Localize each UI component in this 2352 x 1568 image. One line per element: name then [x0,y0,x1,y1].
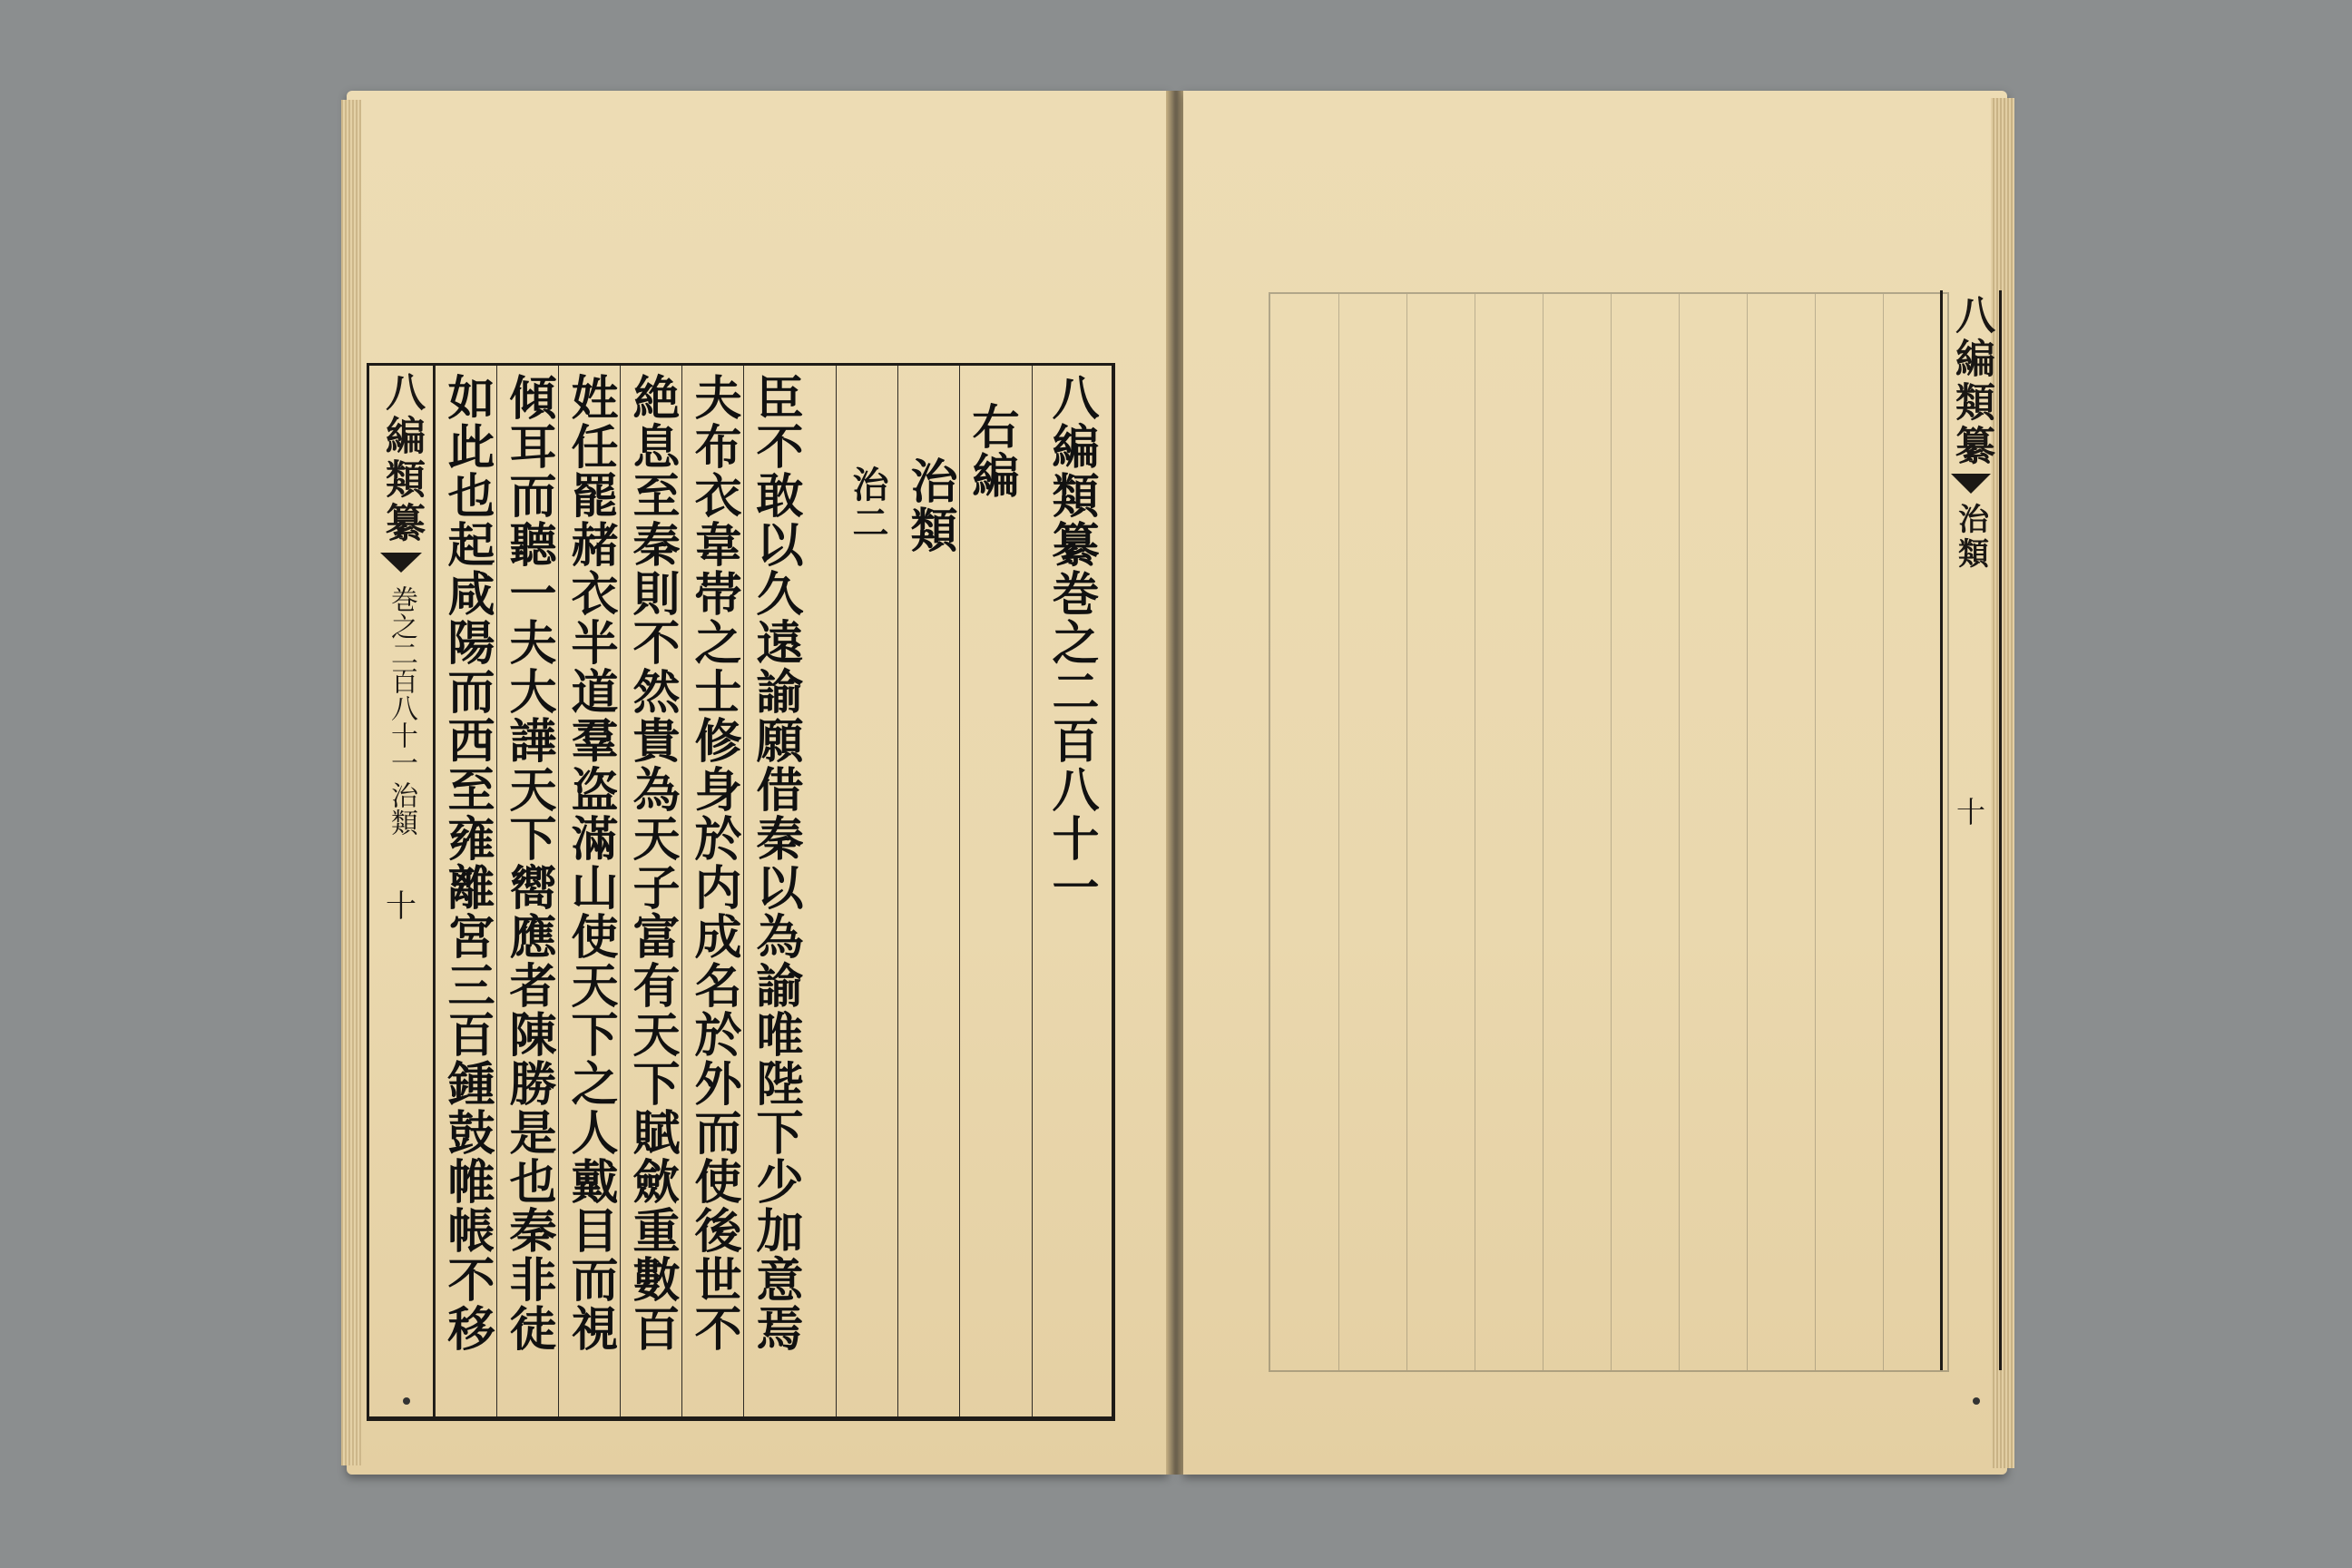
banxin-leaf-number: 十 [386,888,416,925]
left-page-edges [341,100,361,1465]
banxin-left [369,366,435,1416]
banxin-title: 八編類纂 [1948,294,1994,468]
ink-dot [1973,1397,1980,1405]
volume-title-column: 八編類纂巻之二百八十一 [1032,366,1109,1416]
fish-tail-mark [380,553,422,573]
fish-tail-mark [1951,474,1991,494]
banxin-section: 治類 [386,781,417,836]
banxin-title: 八編類纂 [378,371,425,545]
text-column: 夫布衣韋帯之士修身於内成名於外而使後世不 [681,366,744,1416]
ink-dot [403,1397,410,1405]
part-heading: 右編 [959,366,1022,1416]
subsection-heading: 治二 [836,366,898,1416]
text-column: 臣不敢以久遠諭願借秦以為諭唯陛下少加意焉 [743,366,806,1416]
banxin-leaf-number: 十 [1955,795,1985,829]
text-column: 傾耳而聽一夫大譁天下嚮應者陳勝是也秦非徒 [496,366,559,1416]
banxin-volume: 巻之二百八十一 [386,585,417,776]
text-column: 如此也起咸陽而西至雍離宮三百鍾鼓帷帳不移 [435,366,497,1416]
printed-text-block [367,363,1115,1421]
left-page [347,91,1168,1475]
text-column: 絶息至秦則不然貴為天子富有天下賦歛重數百 [620,366,682,1416]
banxin-right [1940,290,2002,1370]
banxin-section: 治類 [1952,503,1989,572]
section-heading: 治類 [897,366,960,1416]
text-column: 姓任罷赭衣半道羣盗滿山使天下之人戴目而視 [558,366,621,1416]
show-through-frame [1269,292,1949,1372]
